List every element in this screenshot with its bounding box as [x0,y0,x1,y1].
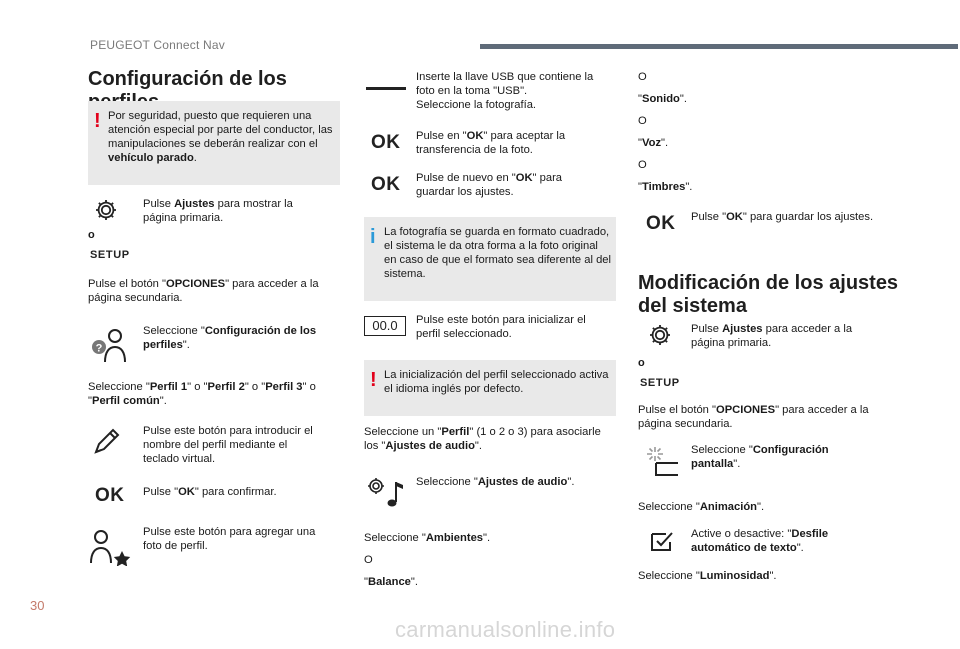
usb-slot-icon [366,87,406,90]
screen-config-icon[interactable] [646,445,680,477]
step-ajustes: Pulse Ajustes para mostrar la página primaria. [143,198,293,224]
watermark: carmanualsonline.info [395,617,616,642]
sel-animacion-text: Seleccione "Animación". [638,501,765,513]
page-number: 30 [30,598,45,613]
setup-button[interactable]: SETUP [90,249,130,261]
sel-luminosidad-text: Seleccione "Luminosidad". [638,570,777,582]
sel-perfil-text: Seleccione "Perfil 1" o "Perfil 2" o "Perfil 3" o "Perfil común". [88,381,316,407]
header-bar [480,44,958,49]
add-photo-text: Pulse este botón para agregar una foto de perfil. [143,526,316,552]
sel-perfil-audio-text: Seleccione un "Perfil" (1 o 2 o 3) para asociarle los "Ajustes de audio". [364,426,601,452]
or-label-2: O [364,554,373,566]
reset-icon[interactable]: 00.0 [364,316,406,336]
sel-config-perfiles: Seleccione "Configuración de los perfiles". [143,325,317,351]
or-label-4: O [638,115,647,127]
voz-text: "Voz". [638,137,669,149]
ok-save-text: Pulse de nuevo en "OK" para guardar los ajustes. [416,172,563,198]
opciones-text: Pulse el botón "OPCIONES" para acceder a la página secundaria. [88,278,319,304]
desfile-text: Active o desactive: "Desfile automático de texto". [691,528,829,554]
or-label-3: O [638,71,647,83]
confirm-text: Pulse "OK" para confirmar. [143,486,277,498]
header-brand: PEUGEOT Connect Nav [90,38,225,52]
info-icon: i [370,226,376,248]
warning-box-2 [364,360,616,416]
gear-icon[interactable] [94,198,118,222]
section-title-perfiles: Configuración de los [88,68,287,90]
pencil-icon[interactable] [92,426,122,456]
ok-accept-text: Pulse en "OK" para aceptar la transferencia de la foto. [416,130,566,156]
setup-button-2[interactable]: SETUP [640,377,680,389]
profile-config-icon[interactable] [88,327,130,365]
ok-accept-button[interactable]: OK [371,132,401,153]
warning-icon: ! [94,110,101,132]
warning-box [88,101,340,185]
balance-text: "Balance". [364,576,418,588]
sel-audio-text: Seleccione "Ajustes de audio". [416,476,575,488]
usb-text: Inserte la llave USB que contiene la foto en la toma "USB". Seleccione la fotografía. [416,71,594,111]
checkbox-icon[interactable] [650,530,674,552]
add-photo-icon[interactable] [88,528,132,566]
step-ajustes-2: Pulse Ajustes para acceder a la página primaria. [691,323,853,349]
info-box [364,217,616,301]
ok-button[interactable]: OK [95,485,125,506]
ok-save-button-2[interactable]: OK [646,213,676,234]
audio-settings-icon[interactable] [366,476,406,512]
ok-save-button[interactable]: OK [371,174,401,195]
ok-save-text-2: Pulse "OK" para guardar los ajustes. [691,211,874,223]
svg-text:?: ? [95,342,103,355]
gear-icon-2[interactable] [648,323,672,347]
sel-config-pantalla: Seleccione "Configuración pantalla". [691,444,829,470]
info-text: La fotografía se guarda en formato cuadrado, el sistema le da otra forma a la foto original en caso de que el formato sea diferente al del sistema. [384,226,612,280]
section-title-sistema: Modificación de los ajustes del sistema [638,272,899,317]
warning-text: Por seguridad, puesto que requieren una atención especial por parte del conductor, las manipulaciones se deberán realizar con el vehículo parado. [108,110,333,164]
or-label: o [88,229,95,241]
timbres-text: "Timbres". [638,181,693,193]
warning-icon-2: ! [370,369,377,391]
sonido-text: "Sonido". [638,93,687,105]
sel-ambientes-text: Seleccione "Ambientes". [364,532,491,544]
or-label-6: o [638,357,645,369]
opciones-text-2: Pulse el botón "OPCIONES" para acceder a la página secundaria. [638,404,869,430]
or-label-5: O [638,159,647,171]
reset-text: Pulse este botón para inicializar el perfil seleccionado. [416,314,586,340]
edit-name-text: Pulse este botón para introducir el nombre del perfil mediante el teclado virtual. [143,425,313,465]
warning-text-2: La inicialización del perfil seleccionado activa el idioma inglés por defecto. [384,369,609,395]
